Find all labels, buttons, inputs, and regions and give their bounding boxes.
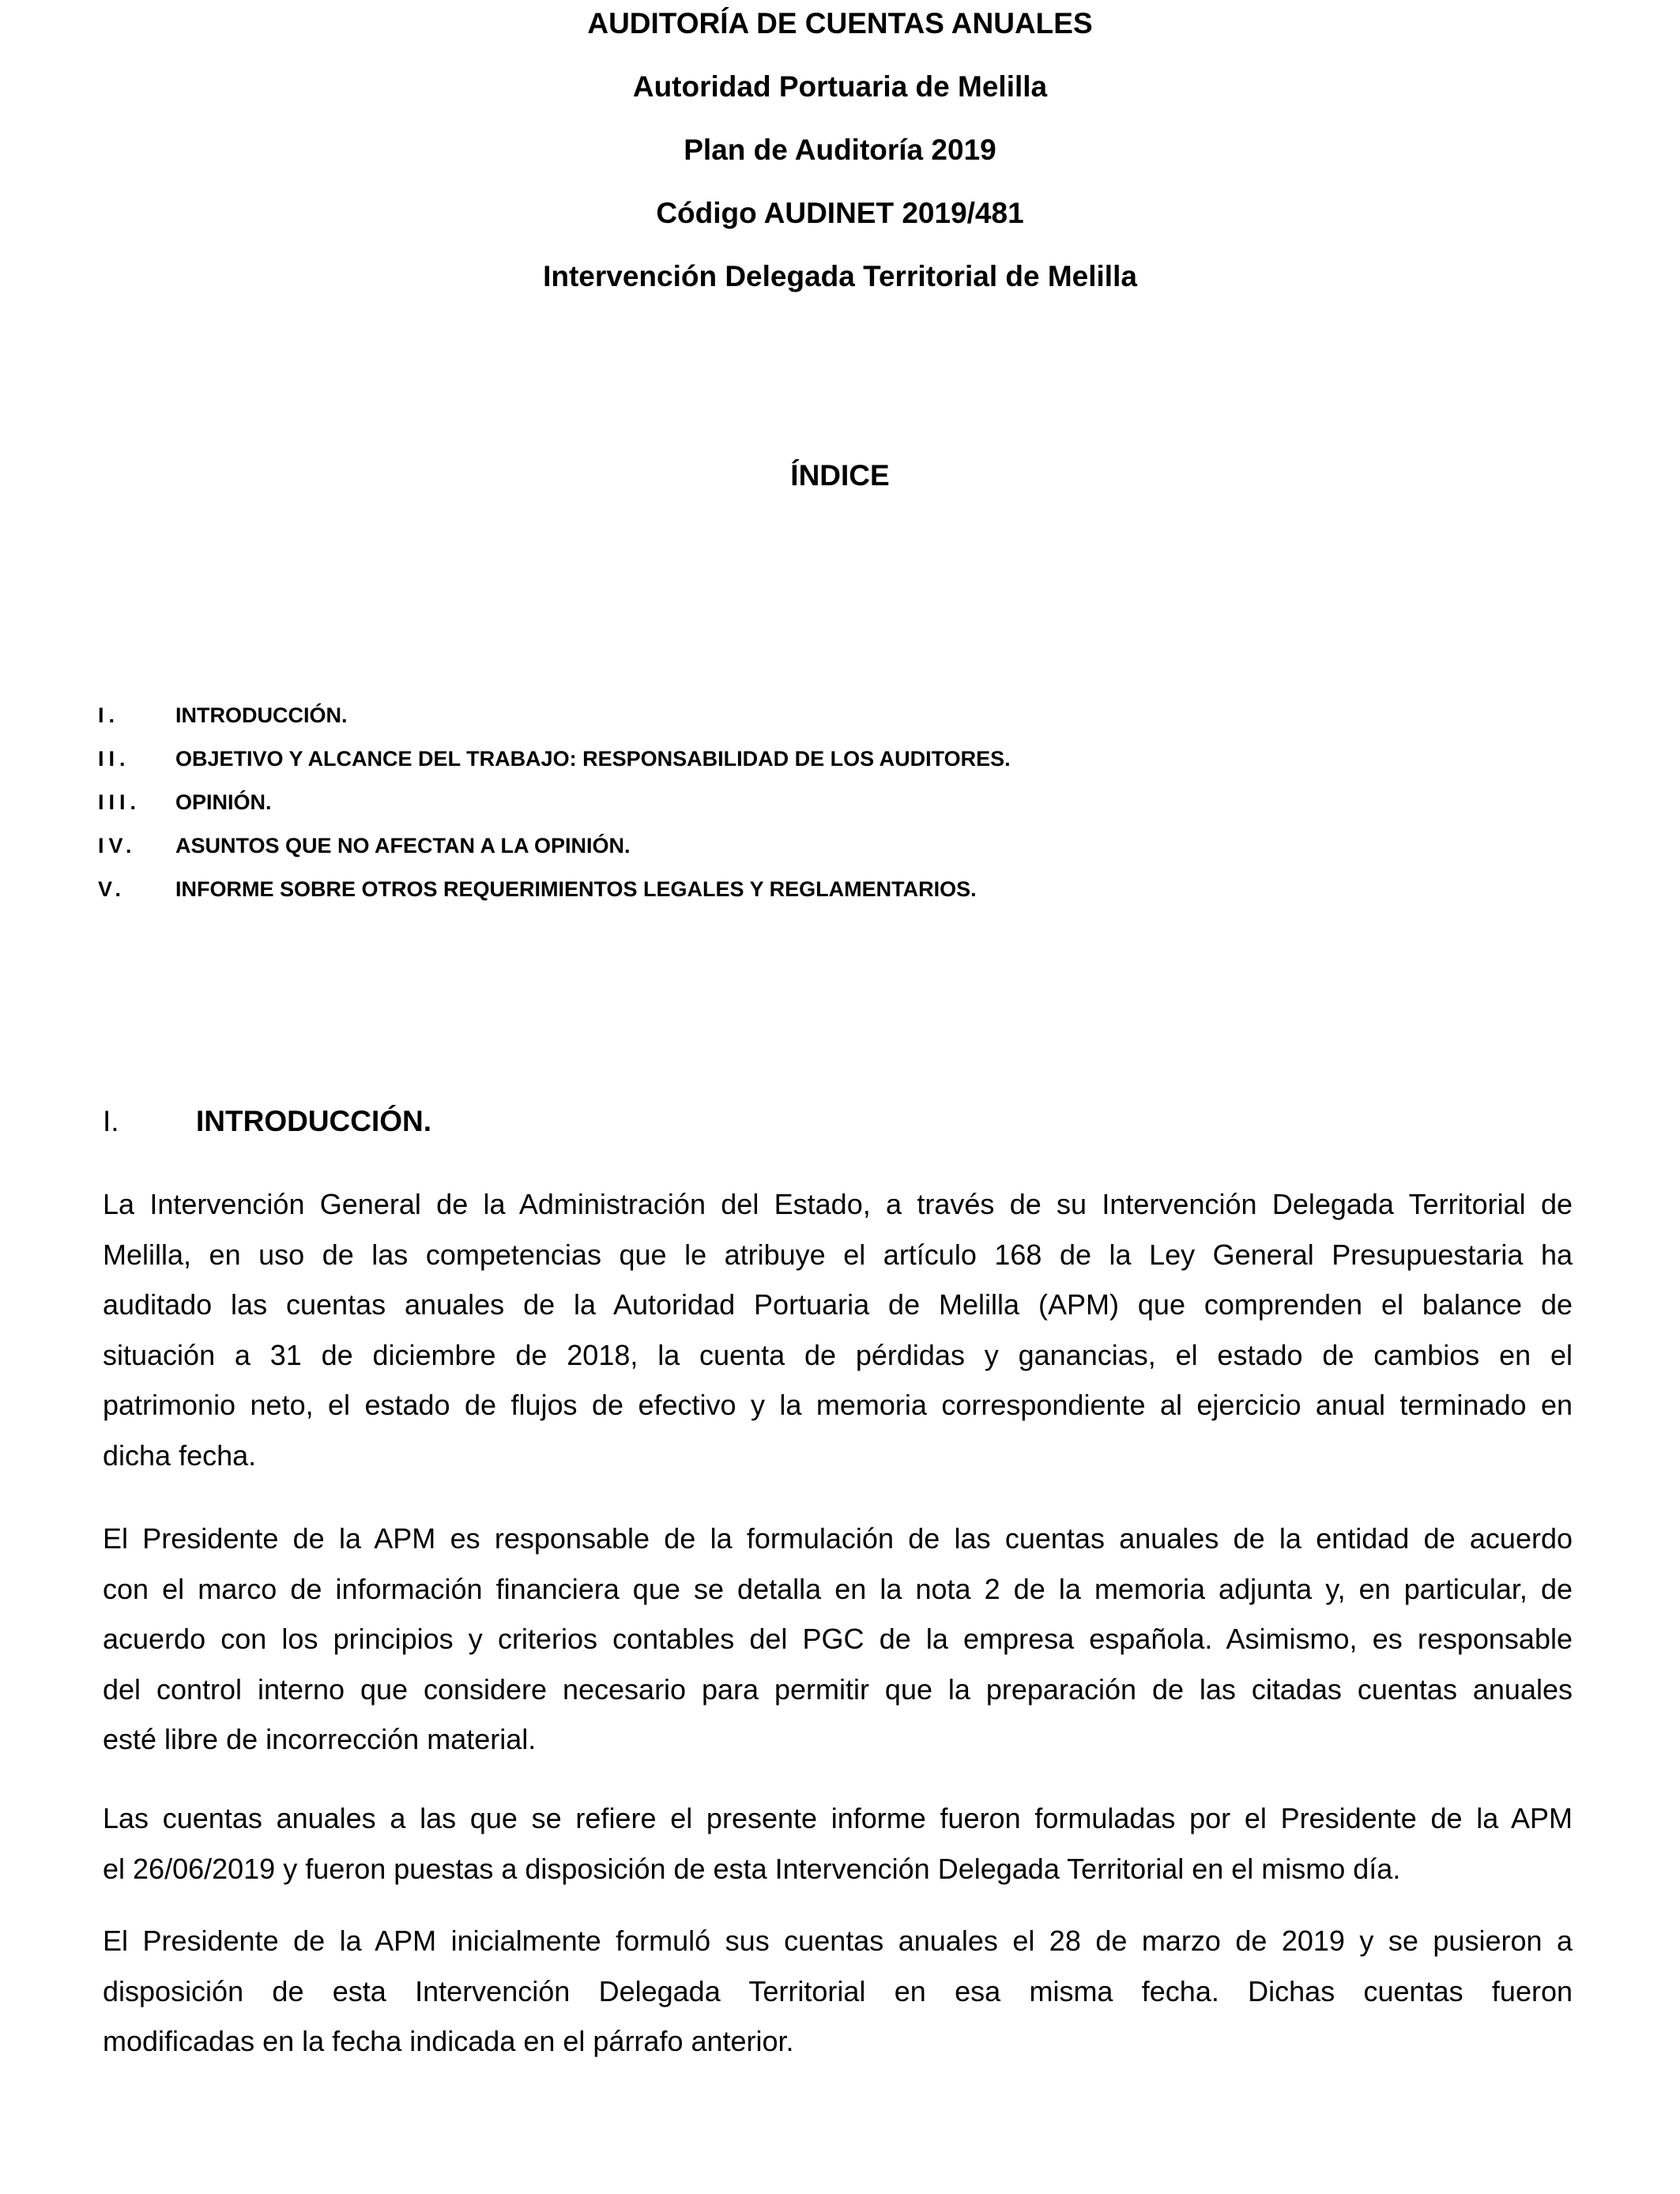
- index-heading: ÍNDICE: [790, 459, 890, 492]
- paragraph-line: dicha fecha.: [103, 1438, 257, 1472]
- paragraph-line: Las cuentas anuales a las que se refiere el presente informe fueron formuladas por el Presidente de la APM: [103, 1802, 1573, 1834]
- paragraph-line: La Intervención General de la Administración del Estado, a través de su Intervención Delegada Territorial de: [103, 1188, 1573, 1220]
- toc-item: [98, 832, 1599, 876]
- section-title: INTRODUCCIÓN.: [196, 1105, 432, 1137]
- paragraph-line: el 26/06/2019 y fueron puestas a disposición de esta Intervención Delegada Territorial en el mismo día.: [103, 1852, 1401, 1885]
- paragraph-line: patrimonio neto, el estado de flujos de efectivo y la memoria correspondiente al ejercicio anual terminado en: [103, 1389, 1573, 1421]
- toc-item-number: III.: [98, 790, 141, 814]
- paragraph-line: situación a 31 de diciembre de 2018, la cuenta de pérdidas y ganancias, el estado de cambios en el: [103, 1338, 1573, 1371]
- toc-item-number: I.: [98, 703, 120, 727]
- toc-item: [98, 789, 1599, 832]
- document-header: [0, 8, 1680, 324]
- section-heading-introduction: [103, 1104, 431, 1139]
- toc-item: [98, 745, 1599, 789]
- intervention-office: Intervención Delegada Territorial de Melilla: [543, 260, 1137, 292]
- paragraph-line: auditado las cuentas anuales de la Autoridad Portuaria de Melilla (APM) que comprenden el balance de: [103, 1288, 1573, 1321]
- toc-item-label: ASUNTOS QUE NO AFECTAN A LA OPINIÓN.: [175, 834, 631, 858]
- entity-name: Autoridad Portuaria de Melilla: [632, 70, 1048, 103]
- paragraph-line: acuerdo con los principios y criterios contables del PGC de la empresa española. Asimismo, es responsable: [103, 1623, 1573, 1655]
- toc-item-number: II.: [98, 747, 130, 771]
- paragraph-line: con el marco de información financiera que se detalla en la nota 2 de la memoria adjunta y, en particular, de: [103, 1572, 1573, 1605]
- toc-item-label: INFORME SOBRE OTROS REQUERIMIENTOS LEGALES Y REGLAMENTARIOS.: [175, 877, 977, 901]
- toc-item-label: INTRODUCCIÓN.: [175, 703, 348, 727]
- paragraph-line: Melilla, en uso de las competencias que le atribuye el artículo 168 de la Ley General Presupuestaria ha: [103, 1238, 1573, 1271]
- toc-item-label: OPINIÓN.: [175, 790, 272, 814]
- audit-plan: Plan de Auditoría 2019: [684, 134, 996, 166]
- paragraph-line: El Presidente de la APM inicialmente formuló sus cuentas anuales el 28 de marzo de 2019 y se pusieron a: [103, 1924, 1573, 1957]
- audinet-code: Código AUDINET 2019/481: [656, 197, 1024, 229]
- paragraph-line: del control interno que considere necesario para permitir que la preparación de las citadas cuentas anuales: [103, 1672, 1573, 1706]
- paragraph: [103, 1514, 1573, 1765]
- paragraph: [103, 1793, 1573, 1894]
- paragraph-line: disposición de esta Intervención Delegada Territorial en esa misma fecha. Dichas cuentas fueron: [103, 1974, 1573, 2007]
- table-of-contents: [98, 702, 1599, 919]
- section-number: I.: [103, 1105, 119, 1137]
- toc-item-number: V.: [98, 877, 126, 901]
- paragraph-line: modificadas en la fecha indicada en el párrafo anterior.: [103, 2025, 794, 2057]
- toc-item: [98, 876, 1599, 919]
- paragraph: [103, 1179, 1573, 1480]
- paragraph-line: El Presidente de la APM es responsable de la formulación de las cuentas anuales de la entidad de acuerdo: [103, 1522, 1573, 1555]
- toc-item: [98, 702, 1599, 745]
- toc-item-label: OBJETIVO Y ALCANCE DEL TRABAJO: RESPONSABILIDAD DE LOS AUDITORES.: [175, 747, 1011, 771]
- paragraph: [103, 1916, 1573, 2067]
- paragraph-line: esté libre de incorrección material.: [103, 1723, 537, 1755]
- toc-item-number: IV.: [98, 834, 137, 858]
- report-title: AUDITORÍA DE CUENTAS ANUALES: [587, 7, 1093, 40]
